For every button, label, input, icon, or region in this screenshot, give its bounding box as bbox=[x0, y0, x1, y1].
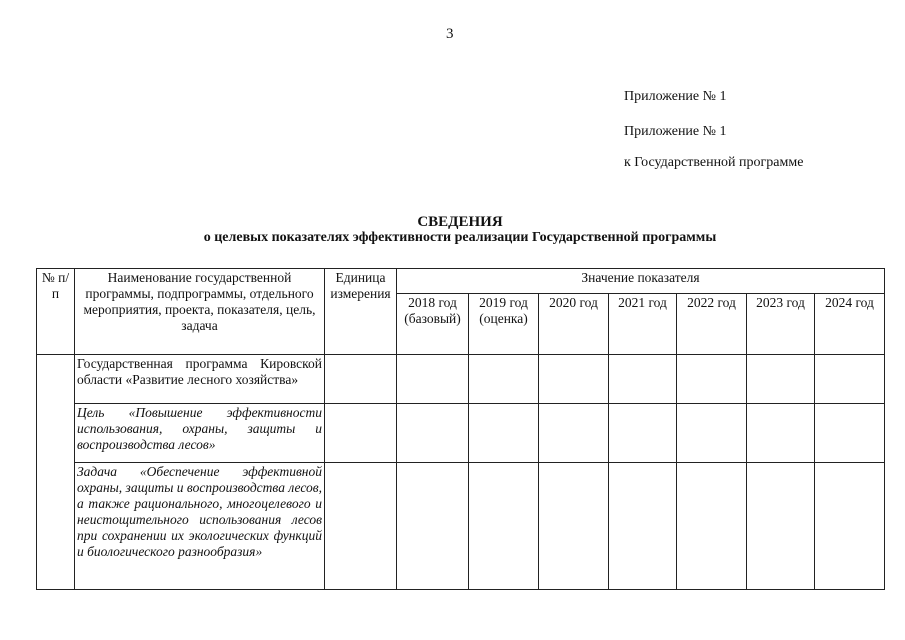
table-cell bbox=[539, 463, 609, 590]
table-cell bbox=[747, 404, 815, 463]
header-year: 2023 год bbox=[747, 294, 815, 355]
header-name: Наименование государственной программы, подпрограммы, отдельного мероприятия, проекта, показателя, цель, задача bbox=[75, 269, 325, 355]
table-cell bbox=[325, 463, 397, 590]
task-name-cell: Задача «Обеспечение эффективной охраны, защиты и воспроизводства лесов, а также рационального, многоцелевого и неистощительного использования лесов при сохранении их экологических функций и биологического разнообразия» bbox=[75, 463, 325, 590]
table-cell bbox=[609, 463, 677, 590]
table-header-row bbox=[37, 269, 885, 294]
table-cell bbox=[747, 355, 815, 404]
program-name-cell: Государственная программа Кировской области «Развитие лесного хозяйства» bbox=[75, 355, 325, 404]
header-year: 2019 год (оценка) bbox=[469, 294, 539, 355]
table-cell bbox=[397, 355, 469, 404]
header-year: 2018 год (базовый) bbox=[397, 294, 469, 355]
table-row bbox=[37, 463, 885, 590]
header-year: 2024 год bbox=[815, 294, 885, 355]
goal-name-cell: Цель «Повышение эффективности использования, охраны, защиты и воспроизводства лесов» bbox=[75, 404, 325, 463]
table-row bbox=[37, 355, 885, 404]
table-cell bbox=[469, 463, 539, 590]
header-year: 2020 год bbox=[539, 294, 609, 355]
table-cell bbox=[539, 404, 609, 463]
table-cell bbox=[397, 404, 469, 463]
table-cell bbox=[677, 355, 747, 404]
header-number: № п/п bbox=[37, 269, 75, 355]
table-cell bbox=[815, 355, 885, 404]
header-year: 2021 год bbox=[609, 294, 677, 355]
table-cell bbox=[815, 404, 885, 463]
appendix-label: Приложение № 1 bbox=[624, 89, 727, 104]
indicators-table bbox=[36, 268, 885, 590]
table-cell bbox=[815, 463, 885, 590]
table-cell bbox=[469, 404, 539, 463]
appendix-program-reference: к Государственной программе bbox=[624, 155, 804, 170]
table-cell bbox=[325, 355, 397, 404]
header-indicator-value: Значение показателя bbox=[397, 269, 885, 294]
header-unit: Единица измерения bbox=[325, 269, 397, 355]
table-cell bbox=[747, 463, 815, 590]
table-cell bbox=[609, 355, 677, 404]
table-row bbox=[37, 404, 885, 463]
header-year: 2022 год bbox=[677, 294, 747, 355]
table-cell bbox=[677, 404, 747, 463]
row-number-cell bbox=[37, 355, 75, 590]
page-number: 3 bbox=[446, 26, 454, 42]
table-cell bbox=[539, 355, 609, 404]
document-title: СВЕДЕНИЯ bbox=[417, 214, 503, 230]
table-cell bbox=[609, 404, 677, 463]
table-cell bbox=[397, 463, 469, 590]
document-subtitle: о целевых показателях эффективности реализации Государственной программы bbox=[203, 230, 717, 245]
table-cell bbox=[677, 463, 747, 590]
table-cell bbox=[325, 404, 397, 463]
appendix-label-repeat: Приложение № 1 bbox=[624, 124, 727, 139]
table-cell bbox=[469, 355, 539, 404]
